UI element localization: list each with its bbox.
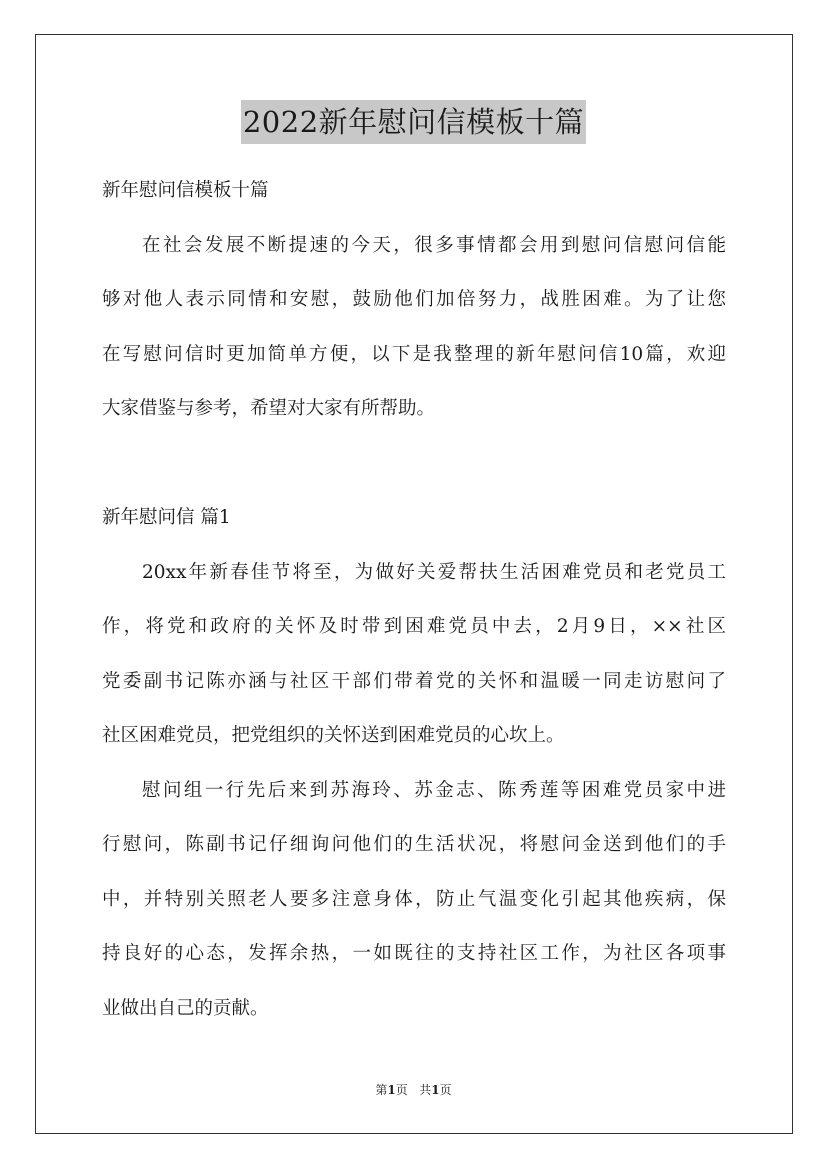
paragraph-line: 社区困难党员，把党组织的关怀送到困难党员的心坎上。: [102, 725, 565, 746]
total-prefix: 共: [419, 1083, 432, 1097]
document-title: 2022新年慰问信模板十篇: [241, 100, 586, 144]
section-heading: 新年慰问信 篇1: [102, 507, 231, 528]
paragraph-line: 持良好的心态，发挥余热，一如既往的支持社区工作，为社区各项事: [102, 943, 726, 964]
intro-line: 够对他人表示同情和安慰，鼓励他们加倍努力，战胜困难。为了让您: [102, 289, 726, 310]
paragraph-line: 20xx年新春佳节将至，为做好关爱帮扶生活困难党员和老党员工: [142, 561, 726, 583]
intro-line: 大家借鉴与参考，希望对大家有所帮助。: [102, 398, 436, 419]
document-body: [102, 164, 726, 1036]
page-number: 1: [387, 1083, 396, 1097]
page-footer: [0, 1081, 827, 1098]
paragraph-gap: [102, 437, 726, 492]
paragraph-line: 中，并特别关照老人要多注意身体，防止气温变化引起其他疾病，保: [102, 888, 726, 910]
page-suffix: 页: [395, 1083, 408, 1097]
intro-line: 在写慰问信时更加简单方便，以下是我整理的新年慰问信10篇，欢迎: [102, 343, 726, 365]
intro-line: 在社会发展不断提速的今天，很多事情都会用到慰问信慰问信能: [142, 234, 726, 256]
total-pages: 1: [431, 1083, 440, 1097]
paragraph-line: 党委副书记陈亦涵与社区干部们带着党的关怀和温暖一同走访慰问了: [102, 670, 726, 692]
subtitle: 新年慰问信模板十篇: [102, 180, 269, 201]
page-prefix: 第: [375, 1083, 388, 1097]
paragraph-line: 作，将党和政府的关怀及时带到困难党员中去，2月9日，××社区: [102, 616, 726, 637]
paragraph-line: 业做出自己的贡献。: [102, 997, 269, 1019]
paragraph-line: 慰问组一行先后来到苏海玲、苏金志、陈秀莲等困难党员家中进: [142, 779, 726, 801]
paragraph-line: 行慰问，陈副书记仔细询问他们的生活状况，将慰问金送到他们的手: [102, 834, 726, 855]
total-suffix: 页: [439, 1083, 452, 1097]
title-container: [0, 100, 827, 144]
